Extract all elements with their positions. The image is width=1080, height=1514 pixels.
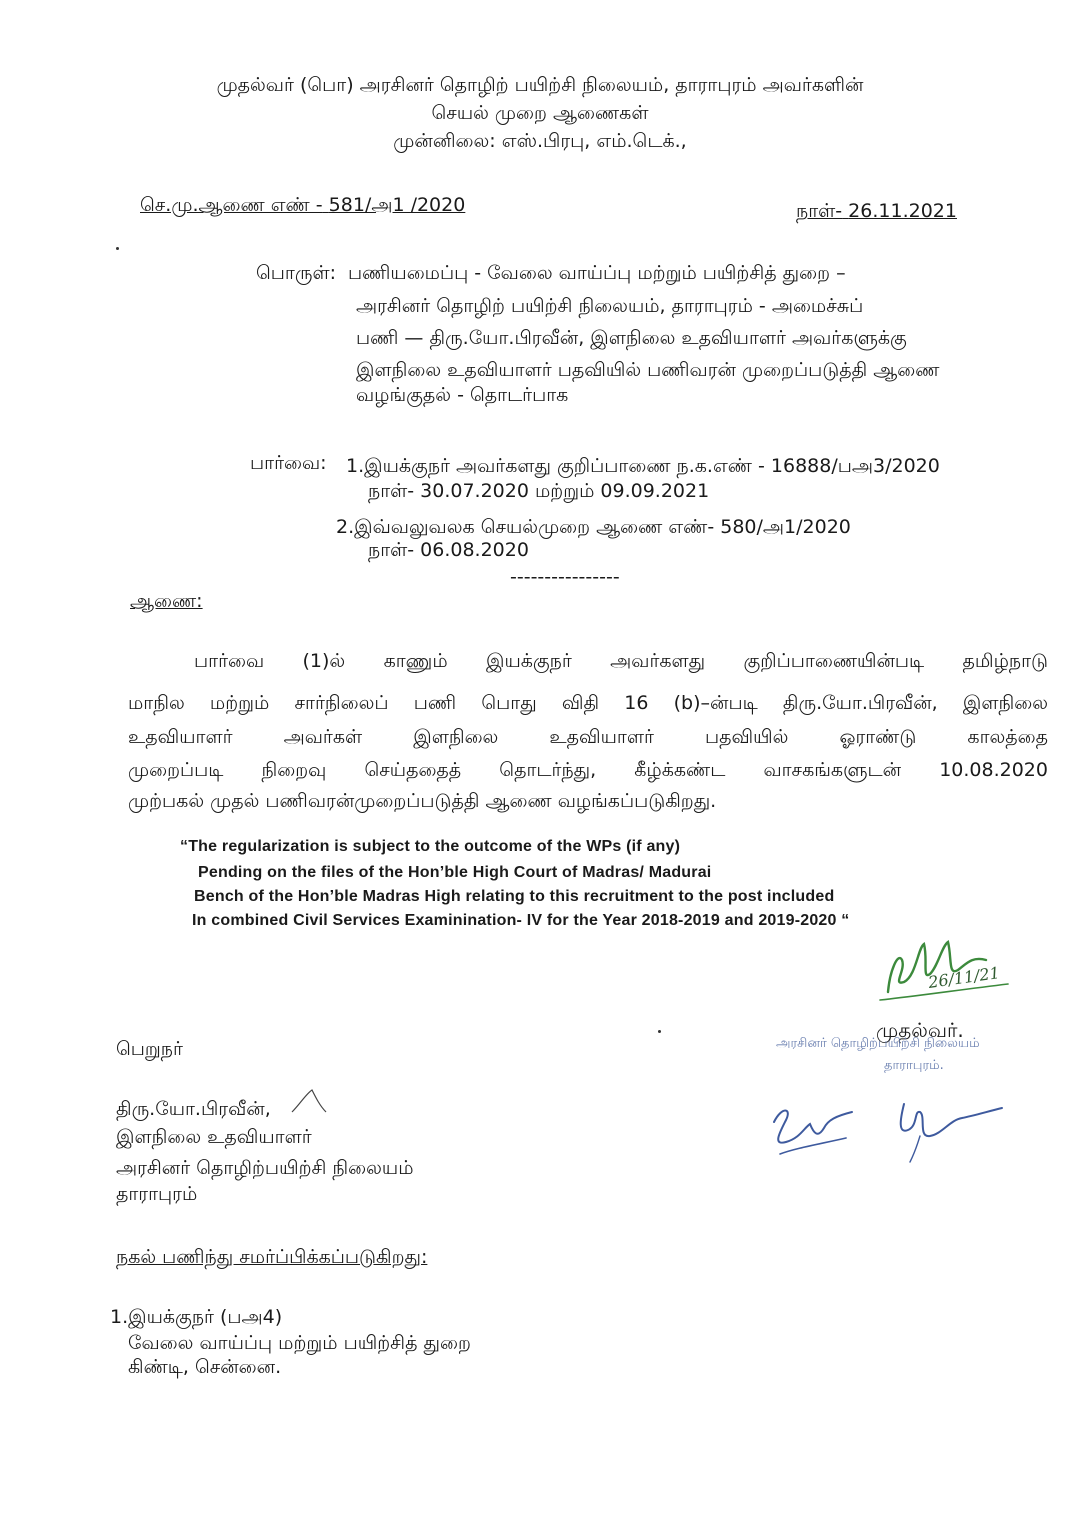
quote-line-4: In combined Civil Services Examinination- IV for the Year 2018-2019 and 2019-2020 “ bbox=[192, 912, 850, 929]
order-date bbox=[796, 200, 957, 225]
speck bbox=[116, 247, 119, 250]
recipient-label: பெறுநர் bbox=[116, 1038, 183, 1060]
initials-1 bbox=[766, 1098, 866, 1168]
reference-1-line-1: 1.இயக்குநர் அவர்களது குறிப்பாணை ந.க.எண் - 16888/பஅ3/2020 bbox=[346, 455, 940, 477]
subject-line-4: இளநிலை உதவியாளர் பதவியில் பணிவரன் முறைப்படுத்தி ஆணை bbox=[356, 359, 940, 381]
header-line-1: முதல்வர் (பொ) அரசினர் தொழிற் பயிற்சி நிலையம், தாராபுரம் அவர்களின் bbox=[216, 74, 864, 96]
subject-line-3: பணி — திரு.யோ.பிரவீன், இளநிலை உதவியாளர் அவர்களுக்கு bbox=[356, 327, 907, 349]
speck bbox=[658, 1030, 661, 1033]
office-stamp-line-1: அரசினர் தொழிற்பயிற்சி நிலையம் bbox=[776, 1036, 980, 1051]
quote-line-1: “The regularization is subject to the outcome of the WPs (if any) bbox=[180, 838, 681, 855]
date-value: 26.11.2021 bbox=[848, 200, 957, 222]
subject-line-1: பணியமைப்பு - வேலை வாய்ப்பு மற்றும் பயிற்சித் துறை – bbox=[348, 262, 846, 284]
copy-1-line-3: கிண்டி, சென்னை. bbox=[128, 1356, 282, 1378]
order-label: செ.மு.ஆணை எண் - bbox=[140, 194, 323, 216]
tick-mark bbox=[290, 1086, 330, 1116]
recipient-name: திரு.யோ.பிரவீன், bbox=[116, 1098, 271, 1120]
quote-line-3: Bench of the Hon’ble Madras High relating to this recruitment to the post included bbox=[194, 888, 835, 905]
copy-heading: நகல் பணிந்து சமர்ப்பிக்கப்படுகிறது: bbox=[116, 1246, 428, 1268]
reference-2-line-2: நாள்- 06.08.2020 bbox=[368, 539, 529, 561]
date-label: நாள்- bbox=[796, 200, 843, 222]
recipient-place: தாராபுரம் bbox=[116, 1183, 198, 1205]
order-no: 581/அ1 /2020 bbox=[328, 194, 466, 216]
order-para-line-1: பார்வை (1)ல் காணும் இயக்குநர் அவர்களது குறிப்பாணையின்படி தமிழ்நாடு bbox=[194, 650, 1048, 672]
order-para-line-2: மாநில மற்றும் சார்நிலைப் பணி பொது விதி 16 (b)–ன்படி திரு.யோ.பிரவீன், இளநிலை bbox=[128, 692, 1048, 714]
separator: ---------------- bbox=[510, 566, 620, 588]
office-stamp-line-2: தாராபுரம். bbox=[884, 1058, 944, 1073]
subject-line-2: அரசினர் தொழிற் பயிற்சி நிலையம், தாராபுரம் - அமைச்சுப் bbox=[356, 295, 864, 317]
reference-label: பார்வை: bbox=[250, 452, 327, 474]
signature-date: 26/11/21 bbox=[927, 963, 1001, 992]
order-para-line-4: முறைப்படி நிறைவு செய்ததைத் தொடர்ந்து, கீழ்க்கண்ட வாசகங்களுடன் 10.08.2020 bbox=[128, 759, 1048, 781]
recipient-office: அரசினர் தொழிற்பயிற்சி நிலையம் bbox=[116, 1157, 414, 1179]
signatory-title: முதல்வர். bbox=[876, 1018, 964, 1042]
order-number bbox=[140, 194, 465, 219]
initials-2 bbox=[890, 1090, 1010, 1170]
reference-2-line-1: 2.இவ்வலுவலக செயல்முறை ஆணை எண்- 580/அ1/2020 bbox=[336, 516, 851, 538]
order-heading: ஆணை: bbox=[130, 590, 203, 612]
quote-line-2: Pending on the files of the Hon’ble High Court of Madras/ Madurai bbox=[198, 864, 712, 881]
header-line-2: செயல் முறை ஆணைகள் bbox=[431, 102, 649, 124]
reference-1-line-2: நாள்- 30.07.2020 மற்றும் 09.09.2021 bbox=[368, 480, 710, 502]
recipient-designation: இளநிலை உதவியாளர் bbox=[116, 1126, 312, 1148]
subject-line-5: வழங்குதல் - தொடர்பாக bbox=[356, 384, 569, 406]
subject-label: பொருள்: bbox=[256, 262, 337, 284]
order-para-line-3: உதவியாளர் அவர்கள் இளநிலை உதவியாளர் பதவியில் ஓராண்டு காலத்தை bbox=[128, 726, 1048, 748]
copy-1-line-1: 1.இயக்குநர் (பஅ4) bbox=[110, 1306, 283, 1328]
order-para-line-5: முற்பகல் முதல் பணிவரன்முறைப்படுத்தி ஆணை வழங்கப்படுகிறது. bbox=[128, 790, 717, 812]
copy-1-line-2: வேலை வாய்ப்பு மற்றும் பயிற்சித் துறை bbox=[128, 1332, 471, 1354]
header-line-3: முன்னிலை: எஸ்.பிரபு, எம்.டெக்., bbox=[393, 130, 687, 152]
